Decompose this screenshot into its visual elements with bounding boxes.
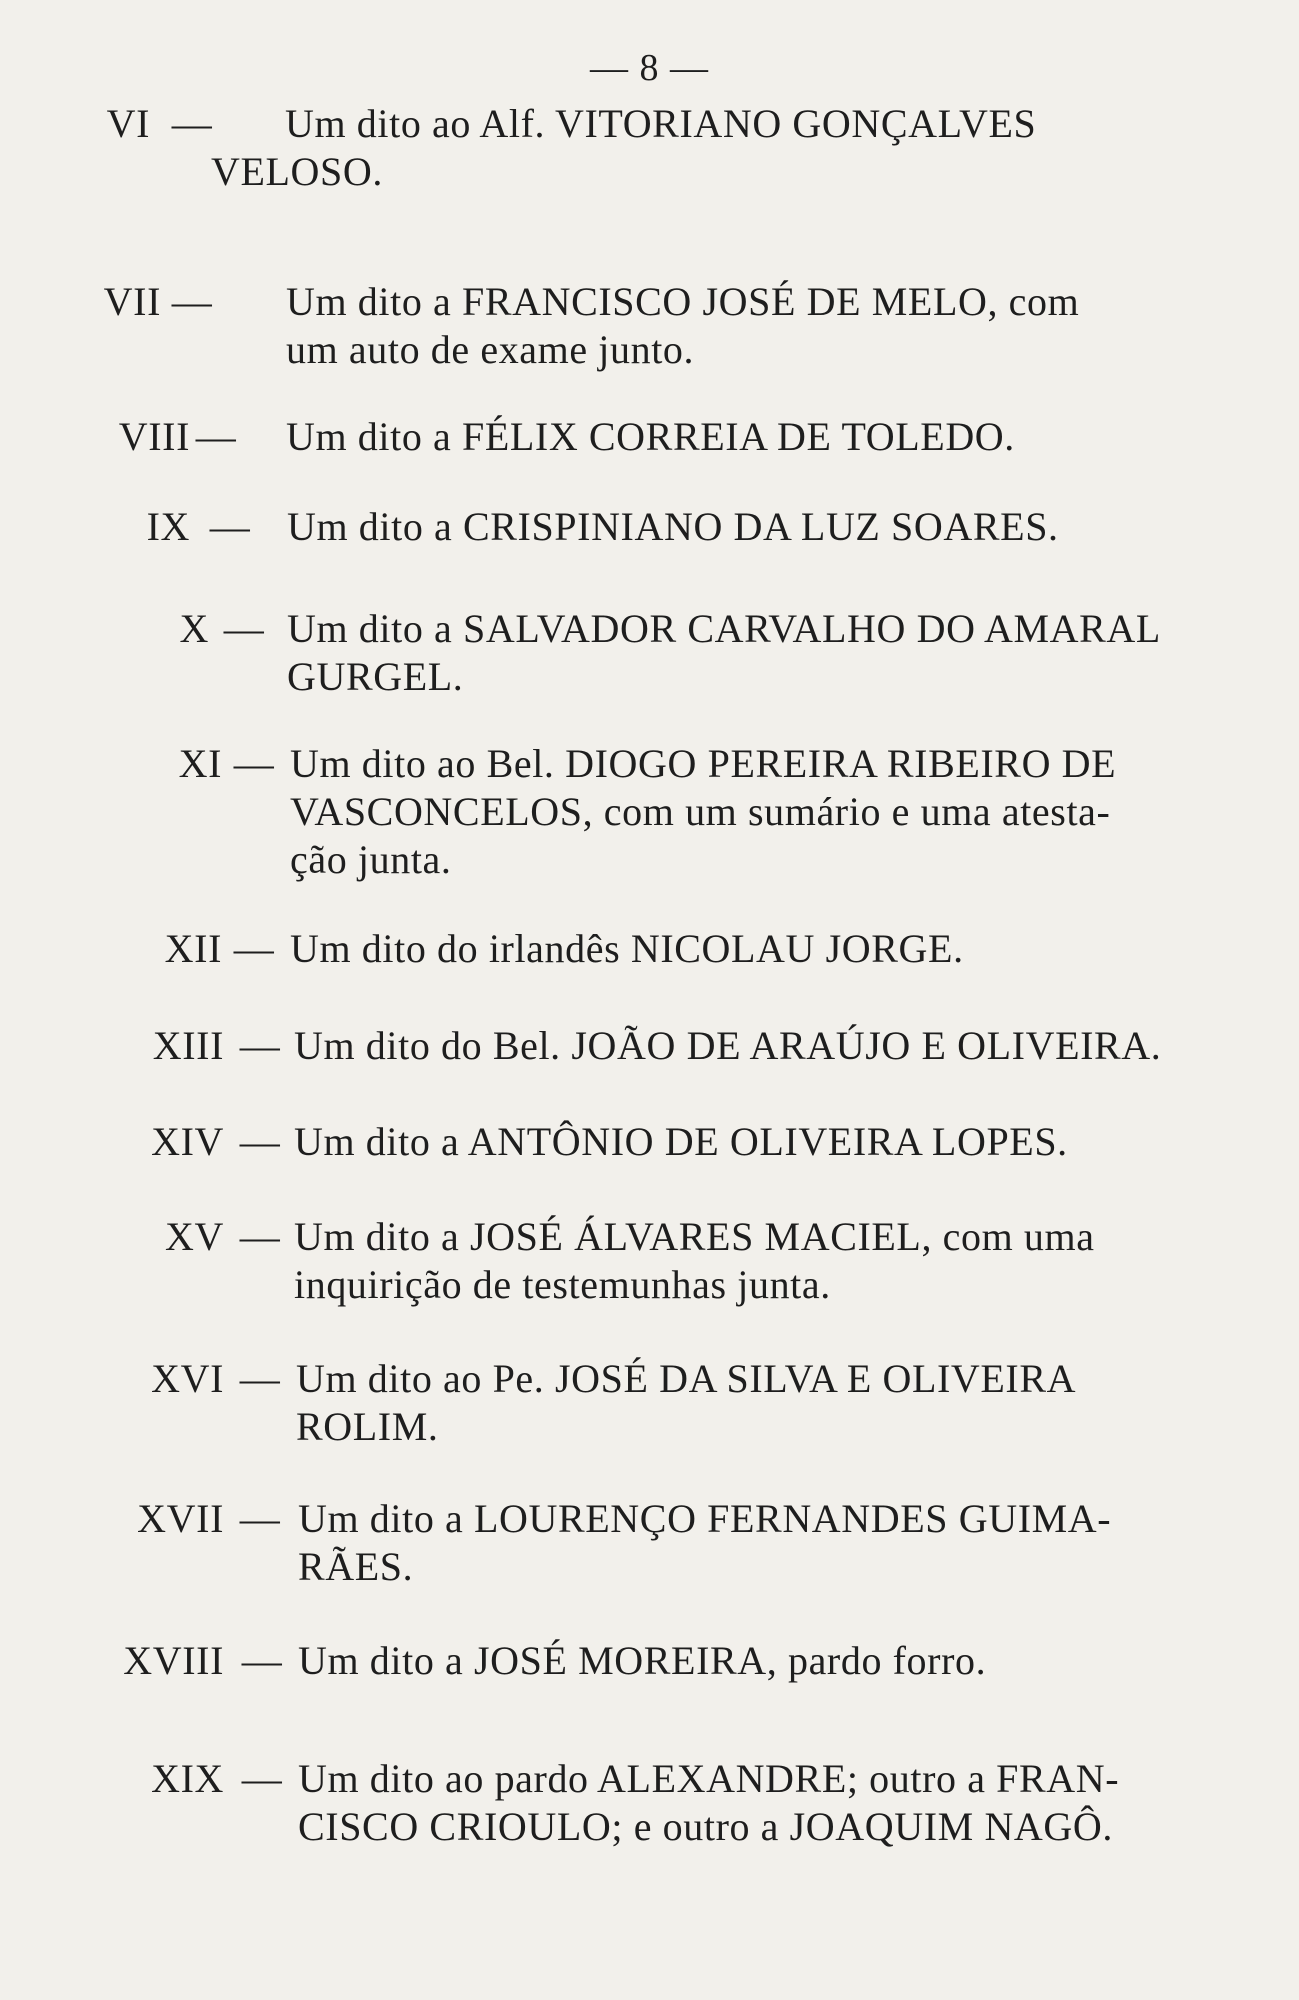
entry-text xyxy=(290,740,1116,884)
entry-text xyxy=(287,605,1161,701)
entry-numeral: XVI xyxy=(151,1356,224,1401)
entry-dash: — xyxy=(171,279,213,324)
entry-line: CISCO CRIOULO; e outro a JOAQUIM NAGÔ. xyxy=(298,1804,1113,1849)
entry-dash: — xyxy=(239,1023,281,1068)
entry-line: Um dito a CRISPINIANO DA LUZ SOARES. xyxy=(287,504,1059,549)
entry-numeral: IX xyxy=(146,504,190,549)
entry-line: Um dito a FÉLIX CORREIA DE TOLEDO. xyxy=(286,414,1015,459)
entry-text xyxy=(296,1355,1076,1451)
entry-text xyxy=(286,278,1079,374)
entry-numeral: X xyxy=(179,606,209,651)
entry-numeral: XV xyxy=(165,1214,224,1259)
entry-line: Um dito ao pardo ALEXANDRE; outro a FRAN- xyxy=(298,1756,1120,1801)
entry-numeral: VIII xyxy=(118,414,190,459)
entry-line: Um dito a FRANCISCO JOSÉ DE MELO, com xyxy=(286,279,1080,324)
entry-dash: — xyxy=(239,1496,281,1541)
entry-line: um auto de exame junto. xyxy=(286,327,695,372)
entry-line: Um dito ao Alf. VITORIANO GONÇALVES xyxy=(285,101,1037,146)
entry-text xyxy=(294,1118,1068,1166)
entry-text xyxy=(294,1213,1095,1309)
entry-numeral: XVIII xyxy=(123,1638,224,1683)
entry-text xyxy=(286,413,1015,461)
entry-line: Um dito do Bel. JOÃO DE ARAÚJO E OLIVEIRA. xyxy=(294,1023,1162,1068)
entry-text xyxy=(298,1637,986,1685)
entry-numeral: XI xyxy=(178,741,222,786)
entry-dash: — xyxy=(239,1119,281,1164)
entry-line: Um dito a ANTÔNIO DE OLIVEIRA LOPES. xyxy=(294,1119,1068,1164)
entry-numeral: XVII xyxy=(137,1496,224,1541)
entry-text xyxy=(287,503,1059,551)
entry-dash: — xyxy=(241,1638,283,1683)
entry-line: Um dito a LOURENÇO FERNANDES GUIMA- xyxy=(298,1496,1112,1541)
entry-line: Um dito a SALVADOR CARVALHO DO AMARAL xyxy=(287,606,1161,651)
entry-dash: — xyxy=(223,606,265,651)
entry-text xyxy=(211,100,1037,196)
entry-dash: — xyxy=(171,101,213,146)
page-number: — 8 — xyxy=(590,47,709,89)
entry-dash: — xyxy=(209,504,251,549)
entry-text xyxy=(294,1022,1161,1070)
entry-line: GURGEL. xyxy=(287,654,464,699)
entry-dash: — xyxy=(239,1356,281,1401)
entry-numeral: XIX xyxy=(151,1756,224,1801)
entry-dash: — xyxy=(241,1756,283,1801)
entry-text xyxy=(298,1495,1111,1591)
entry-line: RÃES. xyxy=(298,1544,414,1589)
entry-numeral: VI xyxy=(106,101,150,146)
entry-dash: — xyxy=(233,926,275,971)
entry-text xyxy=(298,1755,1119,1851)
entry-dash: — xyxy=(239,1214,281,1259)
entry-numeral: XIV xyxy=(151,1119,224,1164)
entry-numeral: XII xyxy=(164,926,222,971)
entry-line: ção junta. xyxy=(290,837,452,882)
entry-line: inquirição de testemunhas junta. xyxy=(294,1262,831,1307)
entry-line: VASCONCELOS, com um sumário e uma atesta- xyxy=(290,789,1111,834)
entry-line: Um dito a JOSÉ ÁLVARES MACIEL, com uma xyxy=(294,1214,1095,1259)
entry-line: Um dito ao Bel. DIOGO PEREIRA RIBEIRO DE xyxy=(290,741,1117,786)
entry-dash: — xyxy=(195,414,237,459)
entry-line: Um dito a JOSÉ MOREIRA, pardo forro. xyxy=(298,1638,987,1683)
entry-line: Um dito ao Pe. JOSÉ DA SILVA E OLIVEIRA xyxy=(296,1356,1077,1401)
entry-numeral: VII xyxy=(103,279,161,324)
entry-line: VELOSO. xyxy=(211,149,383,194)
entry-line: Um dito do irlandês NICOLAU JORGE. xyxy=(290,926,964,971)
entry-text xyxy=(290,925,964,973)
entry-numeral: XIII xyxy=(152,1023,224,1068)
entry-line: ROLIM. xyxy=(296,1404,439,1449)
entry-dash: — xyxy=(233,741,275,786)
